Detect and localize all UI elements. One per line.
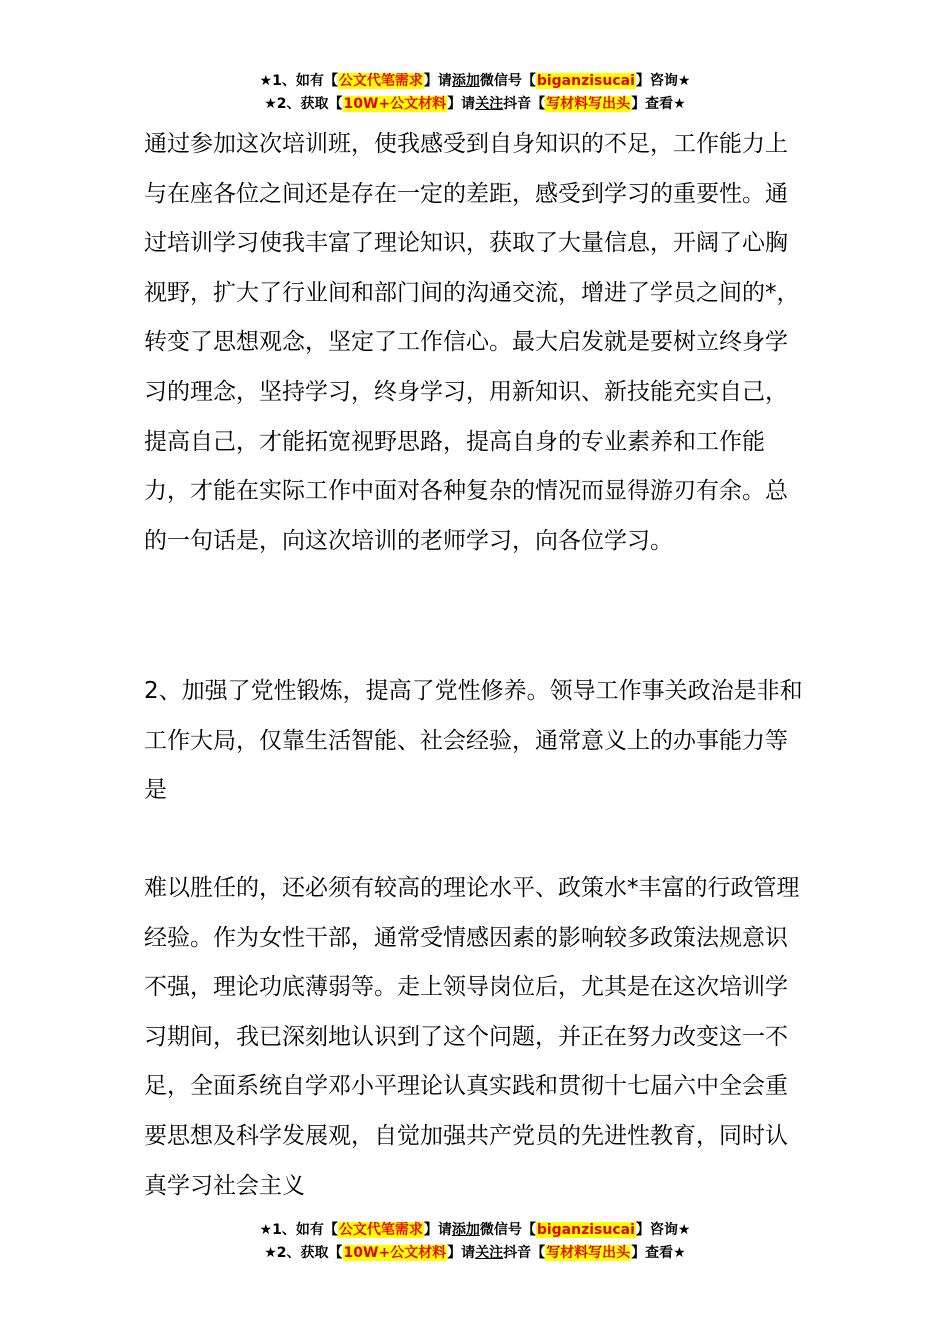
wechat-id: biganzisucai [536, 1222, 635, 1238]
highlight-tag: 10W+公文材料 [343, 1245, 447, 1261]
paragraph-text: 通过参加这次培训班，使我感受到自身知识的不足，工作能力上与在座各位之间还是存在一定的差距，感受到学习的重要性。通过培训学习使我丰富了理论知识，获取了大量信息，开阔了心胸视野，扩大了行业间和部门间的沟通交流，增进了学员之间的*，转变了思想观念，坚定了工作信心。最大启发就是要树立终身学习的理念，坚持学习，终身学习，用新知识、新技能充实自己，提高自己，才能拓宽视野思路，提高自身的专业素养和工作能力，才能在实际工作中面对各种复杂的情况而显得游刃有余。总的一句话是，向这次培训的老师学习，向各位学习。 [144, 131, 800, 554]
highlight-tag: 公文代笔需求 [338, 1222, 423, 1238]
banner-text: ★1、如有【 [259, 1222, 338, 1238]
highlight-tag: 10W+公文材料 [343, 96, 447, 112]
banner-text: 】咨询★ [635, 1222, 691, 1238]
banner-line-2 [0, 93, 950, 116]
underlined-text: 添加 [451, 1222, 480, 1238]
banner-text: 】请 [447, 96, 476, 112]
paragraph-text: 难以胜任的，还必须有较高的理论水平、政策水*丰富的行政管理经验。作为女性干部，通常受情感因素的影响较多政策法规意识不强，理论功底薄弱等。走上领导岗位后，尤其是在这次培训学习期间，我已深刻地认识到了这个问题，并正在努力改变这一不足，全面系统自学邓小平理论认真实践和贯彻十七届六中全会重要思想及科学发展观，自觉加强共产党员的先进性教育，同时认真学习社会主义 [144, 875, 800, 1199]
footer-banner [0, 1219, 950, 1265]
banner-text: 抖音【 [503, 96, 546, 112]
banner-text: 】请 [447, 1245, 476, 1261]
highlight-tag: 公文代笔需求 [338, 73, 423, 89]
banner-text: 】咨询★ [635, 73, 691, 89]
banner-line-2 [0, 1242, 950, 1265]
banner-text: ★1、如有【 [259, 73, 338, 89]
banner-text: 】查看★ [631, 96, 686, 112]
banner-text: 】请 [423, 1222, 452, 1238]
underlined-text: 关注 [475, 1245, 504, 1261]
document-paragraph-3 [144, 864, 810, 1211]
underlined-text: 关注 [475, 96, 504, 112]
header-banner [0, 70, 950, 116]
paragraph-text: 2、加强了党性锻炼，提高了党性修养。领导工作事关政治是非和工作大局，仅靠生活智能、社会经验，通常意义上的办事能力等是 [144, 678, 803, 804]
banner-text: ★2、获取【 [264, 1245, 343, 1261]
document-paragraph-2 [144, 667, 810, 816]
banner-line-1 [0, 1219, 950, 1242]
document-paragraph-1 [144, 120, 810, 566]
wechat-id: biganzisucai [536, 73, 635, 89]
banner-text: 】查看★ [631, 1245, 686, 1261]
underlined-text: 添加 [451, 73, 480, 89]
banner-text: 】请 [423, 73, 452, 89]
banner-text: 微信号【 [479, 1222, 536, 1238]
banner-text: ★2、获取【 [264, 96, 343, 112]
banner-text: 微信号【 [479, 73, 536, 89]
banner-text: 抖音【 [503, 1245, 546, 1261]
douyin-account: 写材料写出头 [546, 1245, 631, 1261]
douyin-account: 写材料写出头 [546, 96, 631, 112]
banner-line-1 [0, 70, 950, 93]
